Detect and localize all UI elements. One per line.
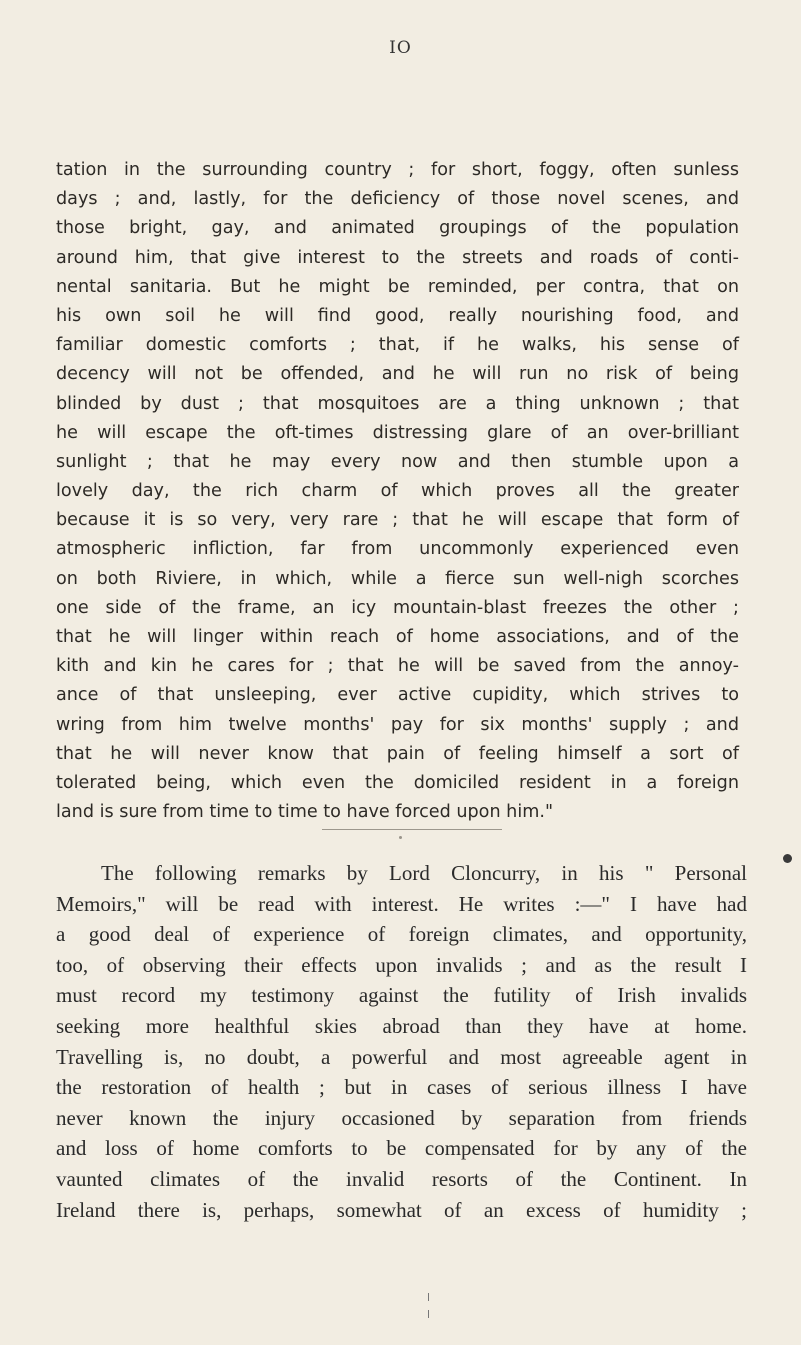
text-line: Ireland there is, perhaps, somewhat of an excess of humidity ;	[56, 1197, 747, 1222]
text-line: sunlight ; that he may every now and then stumble upon a	[56, 451, 739, 472]
body-paragraph-2	[56, 858, 747, 1225]
text-line: on both Riviere, in which, while a fierce sun well-nigh scorches	[56, 568, 739, 589]
text-line: atmospheric infliction, far from uncommonly experienced even	[56, 539, 739, 560]
text-line: he will escape the oft-times distressing glare of an over-brilliant	[56, 422, 739, 443]
text-line: and loss of home comforts to be compensated for by any of the	[56, 1136, 747, 1161]
text-line: that he will never know that pain of feeling himself a sort of	[56, 743, 739, 764]
text-line: Travelling is, no doubt, a powerful and most agreeable agent in	[56, 1044, 747, 1069]
text-line: because it is so very, very rare ; that he will escape that form of	[56, 510, 739, 531]
section-divider	[322, 829, 502, 830]
text-line: his own soil he will find good, really nourishing food, and	[56, 305, 739, 326]
text-line: familiar domestic comforts ; that, if he walks, his sense of	[56, 335, 739, 356]
text-line: never known the injury occasioned by separation from friends	[56, 1105, 747, 1130]
text-line: land is sure from time to time to have forced upon him."	[56, 802, 554, 823]
text-line: days ; and, lastly, for the deficiency of those novel scenes, and	[56, 189, 739, 210]
text-line: lovely day, the rich charm of which proves all the greater	[56, 481, 739, 502]
body-paragraph-1	[56, 156, 739, 827]
text-line: must record my testimony against the futility of Irish invalids	[56, 983, 747, 1008]
ink-speck	[783, 854, 792, 863]
text-line: one side of the frame, an icy mountain-blast freezes the other ;	[56, 597, 739, 618]
text-line: ance of that unsleeping, ever active cupidity, which strives to	[56, 685, 739, 706]
printer-mark	[428, 1310, 429, 1318]
text-line: wring from him twelve months' pay for six months' supply ; and	[56, 714, 739, 735]
text-line: Memoirs," will be read with interest. He writes :—" I have had	[56, 891, 747, 916]
text-line: tolerated being, which even the domiciled resident in a foreign	[56, 772, 739, 793]
text-line: the restoration of health ; but in cases of serious illness I have	[56, 1075, 747, 1100]
text-line: seeking more healthful skies abroad than they have at home.	[56, 1013, 747, 1038]
text-line: too, of observing their effects upon invalids ; and as the result I	[56, 952, 747, 977]
divider-dot	[399, 836, 402, 839]
text-line: nental sanitaria. But he might be reminded, per contra, that on	[56, 276, 739, 297]
text-line: around him, that give interest to the streets and roads of conti-	[56, 247, 739, 268]
text-line: decency will not be offended, and he will run no risk of being	[56, 364, 739, 385]
text-line: kith and kin he cares for ; that he will be saved from the annoy-	[56, 656, 739, 677]
text-line: that he will linger within reach of home associations, and of the	[56, 627, 739, 647]
text-line: tation in the surrounding country ; for short, foggy, often sunless	[56, 160, 739, 180]
text-line: vaunted climates of the invalid resorts of the Continent. In	[56, 1166, 747, 1191]
page-number: IO	[389, 38, 412, 58]
text-line: those bright, gay, and animated groupings of the population	[56, 218, 739, 239]
text-line: blinded by dust ; that mosquitoes are a thing unknown ; that	[56, 393, 739, 414]
printer-mark	[428, 1293, 429, 1301]
text-line: The following remarks by Lord Cloncurry, in his " Personal	[101, 861, 747, 885]
text-line: a good deal of experience of foreign climates, and opportunity,	[56, 922, 747, 947]
